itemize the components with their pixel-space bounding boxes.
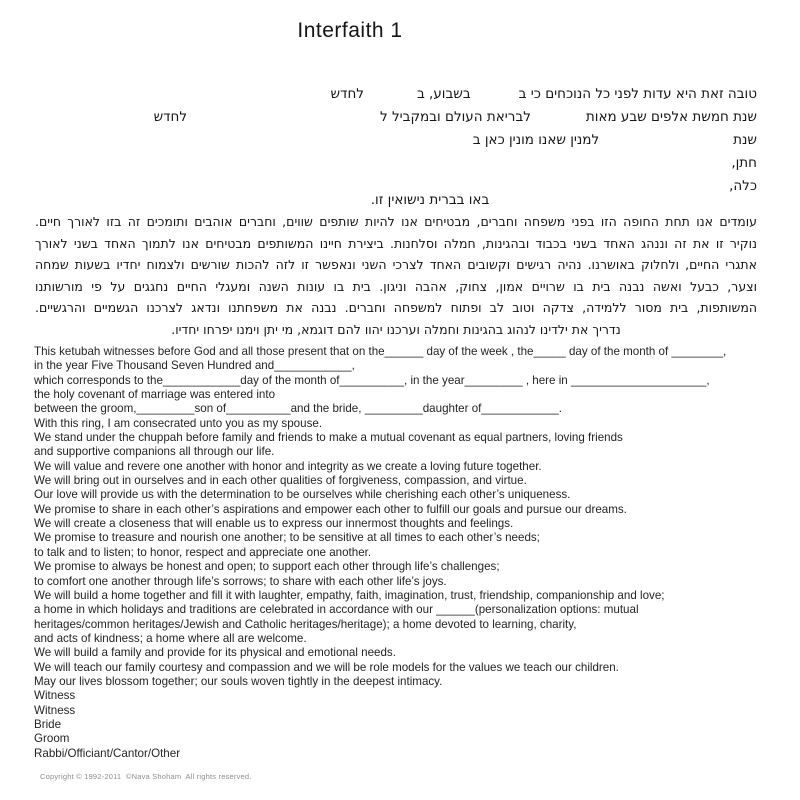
witness-label: Witness: [34, 689, 76, 703]
hebrew-date-text: לחדש: [330, 86, 364, 102]
witness-label: Witness: [34, 703, 76, 717]
english-text-line: to talk and to listen; to honor, respect and appreciate one another.: [34, 545, 372, 559]
english-text-line: We will teach our family courtesy and compassion and we will be role models for the values we teach our children.: [34, 660, 619, 674]
hebrew-date-line-3: [35, 132, 757, 155]
hebrew-date-text: לחדש: [153, 109, 188, 125]
page-title: Interfaith 1: [297, 19, 403, 42]
hebrew-vows-paragraph: [35, 211, 757, 340]
english-text-line: This ketubah witnesses before God and all those present that on the______ day of the week , the_____ day of the month of ________,: [34, 345, 727, 358]
english-text-line: We will build a family and provide for its physical and emotional needs.: [34, 646, 396, 660]
hebrew-date-text: שנת: [733, 132, 757, 148]
english-text-line: May our lives blossom together; our souls woven tightly in the deepest intimacy.: [34, 674, 443, 688]
hebrew-date-text: טובה זאת היא עדות לפני כל הנוכחים כי ב: [518, 86, 757, 102]
hebrew-date-section: [35, 86, 757, 201]
english-text-line: We will value and revere one another with honor and integrity as we create a loving future together.: [34, 459, 542, 473]
english-text-line: With this ring, I am consecrated unto you as my spouse.: [34, 416, 323, 430]
officiant-label: Rabbi/Officiant/Cantor/Other: [34, 746, 181, 760]
english-text-line: and acts of kindness; a home where all are welcome.: [34, 631, 307, 645]
english-text-line: We promise to share in each other’s aspirations and empower each other to fulfill our goals and pursue our dreams.: [34, 502, 627, 516]
english-text-line: in the year Five Thousand Seven Hundred and____________,: [34, 359, 355, 373]
english-text-section: [34, 345, 779, 761]
english-text-line: a home in which holidays and traditions are celebrated in accordance with our ______(personalization options: mutual: [34, 603, 639, 617]
english-text-line: We will create a closeness that will enable us to express our innermost thoughts and feelings.: [34, 517, 514, 531]
hebrew-vow-line: עומדים אנו תחת החופה הזו בפני משפחה וחברים, מבטיחים אנו להיות שותפים שווים, וחברים אוהבים ותומכים זה בזו לאורך חיים.: [35, 214, 757, 229]
groom-label: Groom: [34, 732, 70, 746]
hebrew-groom-line: [35, 155, 757, 178]
hebrew-bride-label: כלה,: [729, 178, 757, 194]
hebrew-date-text: שנת חמשת אלפים שבע מאות: [585, 109, 757, 125]
hebrew-date-text: למנין שאנו מונין כאן ב: [472, 132, 600, 148]
copyright-notice: Copyright © 1992-2011 ©Nava Shoham All rights reserved.: [40, 772, 252, 781]
hebrew-date-line-1: [35, 86, 757, 109]
english-text-line: We promise to treasure and nourish one another; to be sensitive at all times to each other’s needs;: [34, 531, 540, 545]
english-text-line: Our love will provide us with the determination to be ourselves while cherishing each other’s uniqueness.: [34, 488, 571, 502]
hebrew-date-text: לבריאת העולם ובמקביל ל: [380, 109, 531, 125]
english-text-line: between the groom,_________son of__________and the bride, _________daughter of____________.: [34, 402, 562, 416]
hebrew-closing-line: נדריך את ילדינו לנהוג בהגינות וחמלה וערכנו יהוו להם דוגמא, מי יתן וימנו יפרחו יחדיו.: [171, 321, 621, 337]
english-text-line: heritages/common heritages/Jewish and Catholic heritages/heritage); a home devoted to learning, charity,: [34, 617, 577, 631]
english-text-line: We promise to always be honest and open; to support each other through life’s challenges;: [34, 560, 500, 574]
hebrew-vow-line: וצער, כבעל ואשה נבנה בית בו שרויים אמון, צחוק, אהבה וניגון. בית בו עונות השנה ומעגלי החיים נחגגים על פי מורשותנו: [35, 278, 757, 294]
english-text-line: the holy covenant of marriage was entered into: [34, 388, 276, 402]
hebrew-covenant-line: באו בברית נישואין זו.: [370, 192, 490, 208]
english-text-line: and supportive companions all through our life.: [34, 445, 275, 459]
hebrew-date-text: בשבוע, ב: [416, 86, 471, 102]
hebrew-date-line-2: [35, 109, 757, 132]
english-text-line: We will build a home together and fill it with laughter, empathy, faith, imagination, trust, friendship, companionship and love;: [34, 588, 665, 602]
english-text-line: We will bring out in ourselves and in each other qualities of forgiveness, compassion, and virtue.: [34, 474, 527, 488]
hebrew-vow-line: נוקיר זו את זה וננהג האחד בשני בכבוד ובהגינות, חמלה וסלחנות. ביצירת חיינו המשותפים מבטיחים אנו לתמוך האחד בשני לאורך: [35, 235, 757, 251]
hebrew-groom-label: חתן,: [731, 155, 757, 171]
english-text-line: to comfort one another through life’s sorrows; to share with each other life’s joys.: [34, 574, 447, 588]
english-text-line: which corresponds to the____________day of the month of__________, in the year_________ , here in _____________________,: [34, 373, 710, 387]
hebrew-vow-line: המשותפות, בית מסור ללמידה, צדקה וטוב לב ופתוח למשפחה וחברים. נבנה את משפחתנו ונדאג לצרכנו הגשמיים והרגשיים.: [35, 300, 757, 315]
english-text-line: We stand under the chuppah before family and friends to make a mutual covenant as equal partners, loving friends: [34, 431, 623, 445]
hebrew-vow-line: אתגרי החיים, ולחלוק באושרנו. נהיה רגישים וקשובים האחד לצרכי השני ונאפשר זו לזה להכות שורשים ולצמוח יחדיו בשעות שמחה: [35, 257, 757, 272]
bride-label: Bride: [34, 717, 62, 731]
